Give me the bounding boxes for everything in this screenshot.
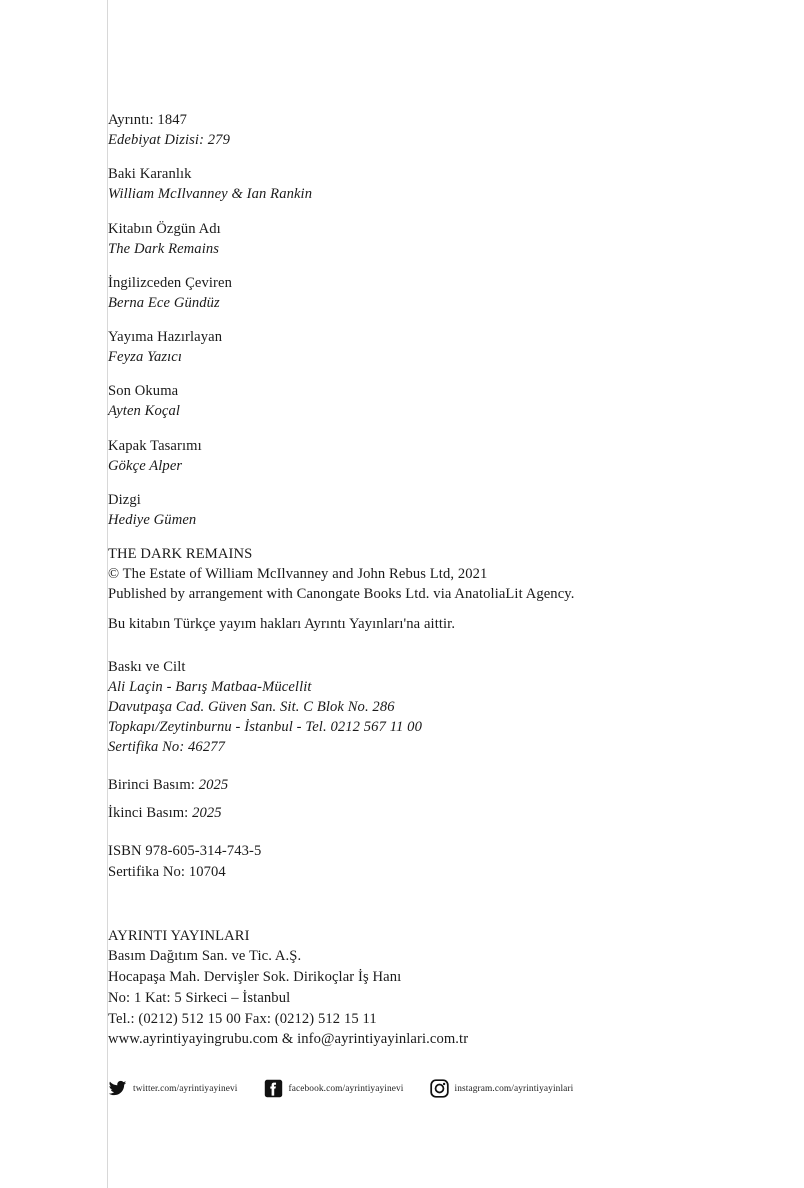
facebook-handle: facebook.com/ayrintiyayinevi — [288, 1083, 404, 1094]
second-edition-value: 2025 — [192, 805, 222, 822]
original-title-block — [108, 219, 688, 259]
first-edition-value: 2025 — [198, 777, 229, 794]
book-authors: William McIlvanney & Ian Rankin — [108, 186, 313, 203]
printing-line-2: Davutpaşa Cad. Güven San. Sit. C Blok No. 286 — [108, 698, 395, 715]
second-edition-label: İkinci Basım: — [108, 805, 193, 822]
proofreader-value: Ayten Koçal — [108, 403, 181, 420]
publisher-line-1: Basım Dağıtım San. ve Tic. A.Ş. — [108, 948, 302, 965]
printing-line-3: Topkapı/Zeytinburnu - İstanbul - Tel. 0212 567 11 00 — [108, 718, 422, 735]
publisher-line-2: Hocapaşa Mah. Dervişler Sok. Dirikoçlar İş Hanı — [108, 969, 402, 986]
publisher-line-4: Tel.: (0212) 512 15 00 Fax: (0212) 512 15 11 — [108, 1010, 377, 1027]
original-title-label: Kitabın Özgün Adı — [108, 220, 221, 237]
editor-label: Yayıma Hazırlayan — [108, 329, 223, 345]
twitter-icon — [108, 1079, 127, 1098]
typesetting-block — [108, 490, 688, 530]
publisher-name: AYRINTI YAYINLARI — [108, 927, 250, 944]
proofreader-block — [108, 381, 688, 421]
imprint-block — [108, 110, 688, 150]
social-links — [108, 1079, 573, 1098]
series-number: Ayrıntı: 1847 — [108, 112, 188, 128]
twitter-handle: twitter.com/ayrintiyayinevi — [133, 1083, 238, 1094]
series-name: Edebiyat Dizisi: 279 — [108, 132, 230, 149]
turkish-rights-line: Bu kitabın Türkçe yayım hakları Ayrıntı Yayınları'na aittir. — [108, 616, 456, 633]
first-edition-label: Birinci Basım: — [108, 777, 199, 794]
instagram-handle: instagram.com/ayrintiyayinlari — [454, 1083, 574, 1094]
arrangement-line: Published by arrangement with Canongate Books Ltd. via AnatoliaLit Agency. — [108, 586, 575, 603]
social-link-instagram[interactable] — [430, 1079, 574, 1098]
editor-value: Feyza Yazıcı — [108, 349, 183, 366]
instagram-icon — [430, 1079, 449, 1098]
colophon-content — [108, 110, 688, 1064]
cover-design-label: Kapak Tasarımı — [108, 437, 202, 454]
publisher-web-line: www.ayrintiyayingrubu.com & info@ayrintiyayinlari.com.tr — [108, 1031, 469, 1048]
social-link-twitter[interactable] — [108, 1079, 238, 1098]
proofreader-label: Son Okuma — [108, 383, 179, 400]
translator-label: İngilizceden Çeviren — [108, 274, 232, 291]
copyright-line: © The Estate of William McIlvanney and John Rebus Ltd, 2021 — [108, 566, 488, 583]
publisher-line-3: No: 1 Kat: 5 Sirkeci – İstanbul — [108, 989, 291, 1006]
printing-label: Baskı ve Cilt — [108, 658, 186, 675]
first-edition-block — [108, 775, 688, 795]
original-title-value: The Dark Remains — [108, 240, 220, 257]
publisher-block — [108, 926, 688, 1050]
printing-block — [108, 657, 688, 758]
cover-design-block — [108, 436, 688, 476]
editor-block — [108, 327, 688, 367]
original-title-caps: THE DARK REMAINS — [108, 546, 253, 562]
certificate-no: Sertifika No: 10704 — [108, 863, 226, 880]
translator-block — [108, 273, 688, 313]
printing-line-4: Sertifika No: 46277 — [108, 739, 226, 755]
cover-design-value: Gökçe Alper — [108, 457, 183, 474]
identifiers-block — [108, 841, 688, 881]
printing-line-1: Ali Laçin - Barış Matbaa-Mücellit — [108, 678, 312, 695]
rights-block — [108, 544, 688, 635]
facebook-icon — [264, 1079, 283, 1098]
typesetting-value: Hediye Gümen — [108, 511, 197, 528]
translator-value: Berna Ece Gündüz — [108, 294, 220, 311]
title-block — [108, 164, 688, 204]
second-edition-block — [108, 803, 688, 823]
typesetting-label: Dizgi — [108, 491, 141, 508]
book-title: Baki Karanlık — [108, 166, 192, 183]
social-link-facebook[interactable] — [264, 1079, 404, 1098]
isbn: ISBN 978-605-314-743-5 — [108, 843, 262, 860]
